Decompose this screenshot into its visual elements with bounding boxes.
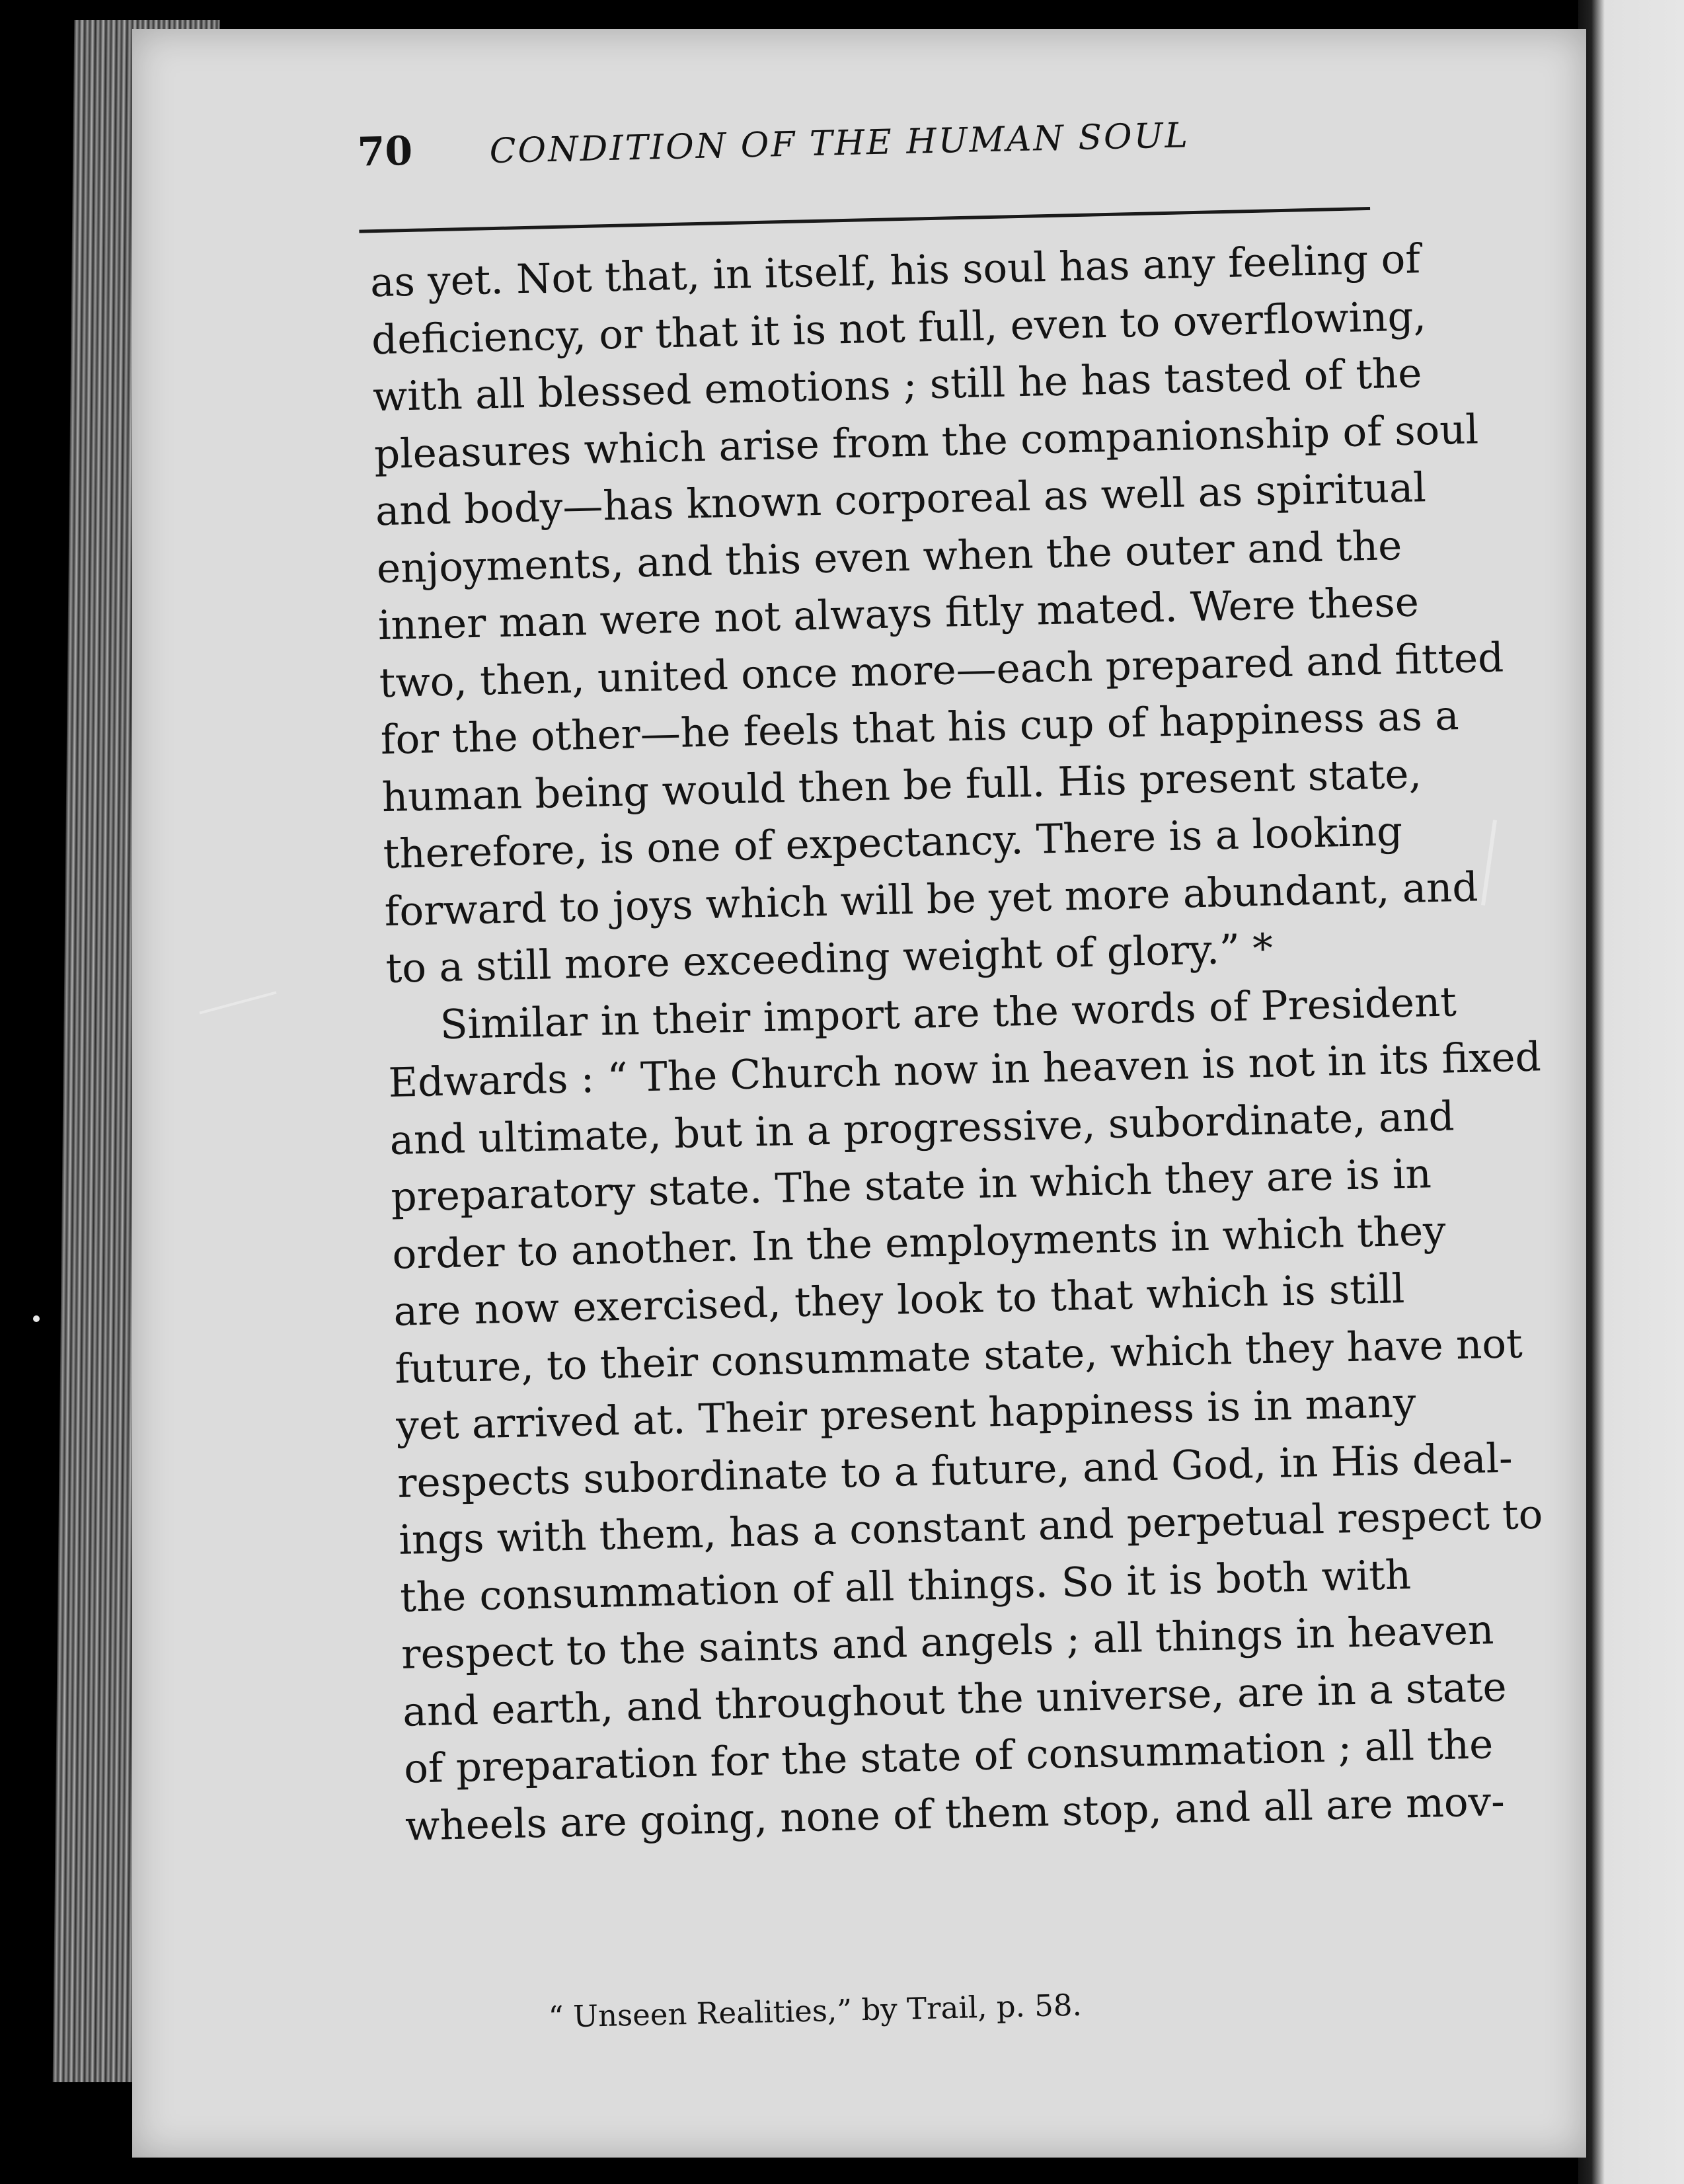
- text-line: preparatory state. The state in which they are is in: [390, 1150, 1432, 1221]
- text-line: the consummation of all things. So it is both with: [399, 1551, 1412, 1621]
- text-line: Edwards : “ The Church now in heaven is not in its fixed: [387, 1033, 1542, 1107]
- text-line: therefore, is one of expectancy. There is a looking: [383, 808, 1403, 878]
- text-line: as yet. Not that, in itself, his soul has any feeling of: [369, 235, 1421, 307]
- text-line: for the other—he feels that his cup of happiness as a: [380, 692, 1460, 764]
- text-line: pleasures which arise from the companionship of soul: [373, 405, 1479, 478]
- text-line: deficiency, or that it is not full, even to overflowing,: [371, 292, 1427, 364]
- text-line: respect to the saints and angels ; all things in heaven: [401, 1606, 1495, 1678]
- text-line: human being would then be full. His present state,: [381, 750, 1422, 821]
- text-line: inner man were not always fitly mated. Were these: [377, 578, 1420, 650]
- text-line: respects subordinate to a future, and God, in His deal-: [397, 1434, 1513, 1507]
- text-line: forward to joys which will be yet more abundant, and: [384, 863, 1479, 935]
- text-line: order to another. In the employments in which they: [391, 1207, 1447, 1278]
- footnote: “ Unseen Realities,” by Trail, p. 58.: [548, 1987, 1083, 2035]
- text-line: with all blessed emotions ; still he has tasted of the: [372, 350, 1423, 421]
- text-line: wheels are going, none of them stop, and all are mov-: [404, 1777, 1506, 1850]
- text-line: and earth, and throughout the universe, are in a state: [402, 1663, 1508, 1736]
- text-line: future, to their consummate state, which they have not: [394, 1319, 1523, 1393]
- text-line: Similar in their import are the words of President: [439, 978, 1457, 1048]
- text-line: and body—has known corporeal as well as spiritual: [375, 464, 1427, 535]
- text-line: are now exercised, they look to that which is still: [393, 1265, 1405, 1335]
- text-line: enjoyments, and this even when the outer and the: [376, 522, 1402, 592]
- body-text: [369, 232, 1544, 1855]
- text-line: yet arrived at. Their present happiness is in many: [395, 1379, 1417, 1450]
- page-number: 70: [356, 128, 414, 176]
- running-title: CONDITION OF THE HUMAN SOUL: [489, 116, 1190, 172]
- text-line: and ultimate, but in a progressive, subordinate, and: [389, 1092, 1455, 1164]
- text-line: ings with them, has a constant and perpetual respect to: [398, 1491, 1544, 1564]
- text-line: two, then, united once more—each prepared and fitted: [379, 634, 1504, 707]
- text-line: of preparation for the state of consummation ; all the: [403, 1721, 1494, 1793]
- adjacent-page: [1578, 0, 1684, 2184]
- text-line: to a still more exceeding weight of glory.” *: [385, 925, 1274, 993]
- speck: [33, 1315, 40, 1322]
